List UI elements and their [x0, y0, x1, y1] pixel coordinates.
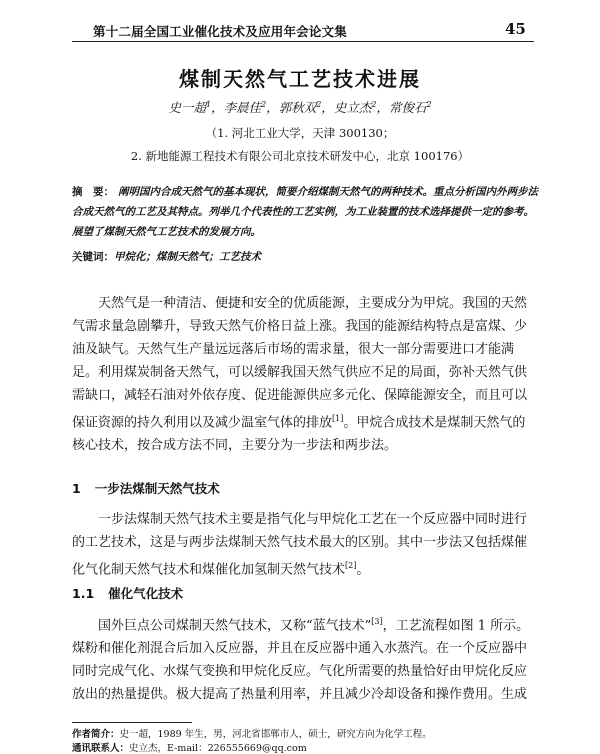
author-affiliation-mark: 2: [426, 99, 432, 109]
abstract-text: 阐明国内合成天然气的基本现状，简要介绍煤制天然气的两种技术。重点分析国内外两步法合成天然气的工艺及其特点。列举几个代表性的工艺实例，为工业装置的技术选择提供一定的参考。展望了煤制天然气工艺技术的发展方向。: [72, 186, 538, 238]
author-separator: ，: [211, 100, 224, 115]
paragraph-text: 天然气是一种清洁、便捷和安全的优质能源，主要成分为甲烷。我国的天然气需求量急剧攀升，导致天然气价格日益上涨。我国的能源结构特点是富煤、少油及缺气。天然气生产量远远落后市场的需求量，很大一部分需要进口才能满足。利用煤炭制备天然气，可以缓解我国天然气供应不足的局面，弥补天然气供需缺口，减轻石油对外依存度、促进能源供应多元化、保障能源安全，而且可以保证资源的持久利用以及减少温室气体的排放: [72, 296, 528, 431]
paragraph-text: 。甲烷合成技术是煤制天然气的核心技术，按合成方法不同，主要分为一步法和两步法。: [72, 415, 526, 454]
paragraph-text: 一步法煤制天然气技术主要是指气化与甲烷化工艺在一个反应器中同时进行的工艺技术，这是与两步法煤制天然气技术最大的区别。其中一步法又包括煤催化气化制天然气技术和煤催化加氢制天然气技术: [72, 512, 528, 578]
keywords-text: 甲烷化；煤制天然气；工艺技术: [114, 251, 261, 263]
keywords: [72, 247, 538, 267]
author-affiliation-mark: 2: [316, 99, 322, 109]
paper-title: 煤制天然气工艺技术进展: [179, 67, 421, 91]
section-number: 1.1: [72, 586, 95, 601]
paragraph-text: 国外巨点公司煤制天然气技术，又称“蓝气技术”: [98, 618, 372, 634]
author-list: [0, 98, 600, 116]
abstract: [72, 182, 538, 242]
citation-ref: [2]: [345, 561, 357, 570]
author-affiliation-mark: 2: [261, 99, 267, 109]
footnote-text: 史立杰，E-mail：226555669@qq.com: [129, 743, 307, 754]
footnote-label: 作者简介：: [72, 729, 120, 740]
body-paragraph-1: [72, 292, 538, 457]
author-name: 史一超: [168, 100, 206, 115]
section-heading-1-1: [72, 584, 183, 602]
footnote-author-bio: [72, 726, 432, 740]
section-number: 1: [72, 481, 81, 496]
citation-ref: [3]: [371, 617, 383, 626]
section-title: 一步法煤制天然气技术: [94, 481, 220, 496]
author-name: 史立杰: [333, 100, 372, 115]
author-separator: ，: [266, 100, 279, 115]
affiliation-1: （1. 河北工业大学，天津 300130；: [205, 126, 395, 140]
body-paragraph-2: [72, 508, 538, 581]
header-rule: [72, 41, 534, 42]
running-header: 第十二届全国工业催化技术及应用年会论文集: [92, 24, 347, 39]
abstract-label: 摘 要：: [72, 186, 114, 198]
section-title: 催化气化技术: [108, 586, 184, 601]
author-name: 李晨佳: [223, 100, 262, 115]
footnote-rule: [72, 722, 192, 723]
author-separator: ，: [376, 100, 389, 115]
author-affiliation-mark: 1: [205, 99, 212, 109]
footnote-label: 通讯联系人：: [72, 743, 130, 754]
body-paragraph-3: [72, 610, 538, 706]
paragraph-text: ，工艺流程如图 1 所示。煤粉和催化剂混合后加入反应器，并且在反应器中通入水蒸汽。在一个反应器中同时完成气化、水煤气变换和甲烷化反应。气化所需要的热量恰好由甲烷化反应放出的热量提供。极大提高了热量利用率，并且减少冷却设备和操作费用。生成: [72, 618, 530, 703]
section-heading-1: [72, 479, 220, 497]
paragraph-text: 。: [356, 562, 370, 578]
author-name: 常俊石: [388, 100, 427, 115]
author-separator: ，: [321, 100, 334, 115]
citation-ref: [1]: [332, 414, 344, 423]
author-name: 郭秋双: [278, 100, 317, 115]
keywords-label: 关键词：: [72, 251, 114, 263]
author-affiliation-mark: 2: [371, 99, 377, 109]
page-number: 45: [505, 20, 526, 38]
affiliation-2: 2. 新地能源工程技术有限公司北京技术研发中心，北京 100176）: [130, 149, 470, 163]
footnote-text: 史一超，1989 年生，男，河北省邯郸市人，硕士，研究方向为化学工程。: [119, 729, 432, 740]
footnote-contact: [72, 740, 307, 754]
